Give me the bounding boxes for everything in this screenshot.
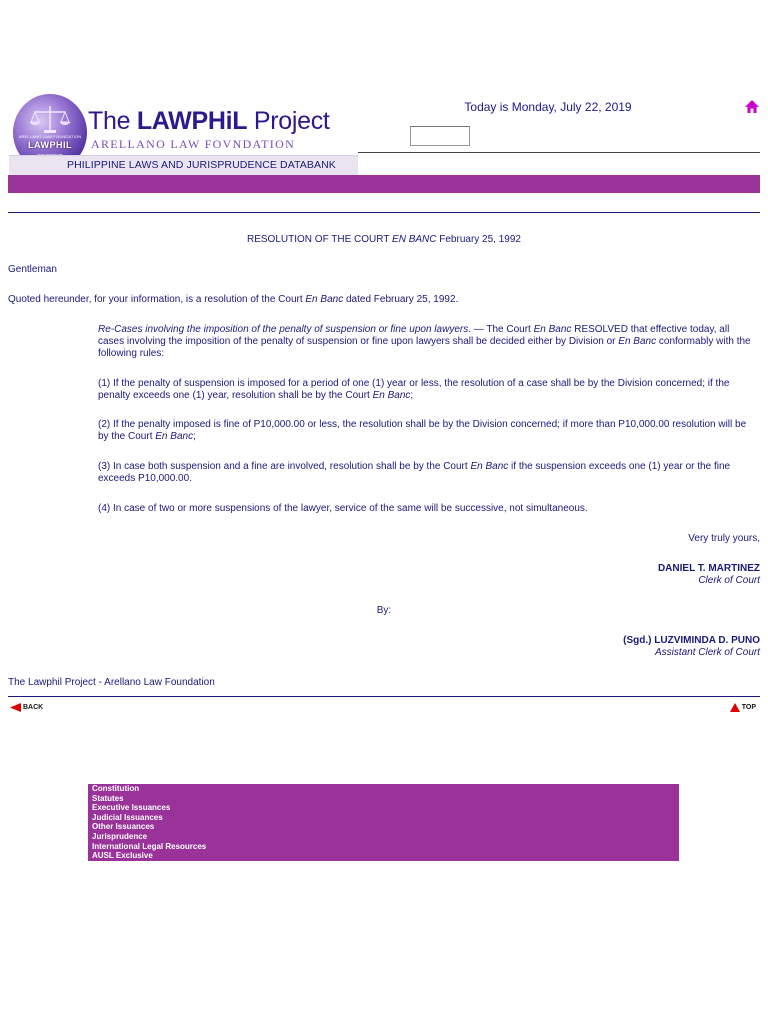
assistant-name: (Sgd.) LUZVIMINDA D. PUNO <box>623 635 760 646</box>
search-input[interactable] <box>410 126 470 146</box>
menu-item-constitution[interactable]: Constitution <box>92 784 140 793</box>
site-title: The LAWPHiL Project <box>88 107 330 135</box>
rule-4: (4) In case of two or more suspensions of the lawyer, service of the same will be successive, not simultaneous. <box>98 503 588 514</box>
home-icon[interactable] <box>744 99 760 115</box>
greeting: Gentleman <box>8 264 57 275</box>
emblem-arc-text: ARELLANO LAW FOUNDATION <box>18 134 82 139</box>
footer-credit: The Lawphil Project - Arellano Law Foundation <box>8 677 215 688</box>
top-label: TOP <box>741 704 756 711</box>
top-arrow-icon <box>730 703 740 712</box>
nav-band <box>8 175 760 193</box>
menu-item-other-issuances[interactable]: Other Issuances <box>92 822 155 831</box>
by-label: By: <box>376 605 392 616</box>
lawphil-logo[interactable] <box>9 94 358 174</box>
back-link[interactable] <box>10 703 43 712</box>
rule-3: (3) In case both suspension and a fine are involved, resolution shall be by the Court En Banc if the suspension exceeds one (1) year or the fine exceeds P10,000.00. <box>98 461 731 484</box>
assistant-title: Assistant Clerk of Court <box>654 647 760 658</box>
top-link[interactable] <box>730 703 756 712</box>
menu-item-ausl-exclusive[interactable]: AUSL Exclusive <box>92 851 153 860</box>
menu-item-executive-issuances[interactable]: Executive Issuances <box>92 803 171 812</box>
foundation-name: ARELLANO LAW FOVNDATION <box>91 137 296 151</box>
closing: Very truly yours, <box>688 533 760 544</box>
back-label: BACK <box>23 704 44 711</box>
resolution-paragraph: Re-Cases involving the imposition of the penalty of suspension or fine upon lawyers. — The Court En Banc RESOLVED that effective today, all cases involving the imposition of the penalty of suspension or fine upon lawyers shall be decided either by Division or En Banc conformably with the following rules: <box>98 324 751 359</box>
bottom-menu <box>88 784 679 861</box>
back-arrow-icon <box>10 703 21 712</box>
scales-of-justice-icon <box>27 104 73 136</box>
emblem-text: LAWPHIL <box>28 140 72 150</box>
resolution-title: RESOLUTION OF THE COURT EN BANC February 25, 1992 <box>247 234 521 245</box>
rule-1: (1) If the penalty of suspension is imposed for a period of one (1) year or less, the resolution of a case shall be by the Division concerned; if the penalty exceeds one (1) year, resolution shall be by the Court En Banc; <box>98 378 730 401</box>
header-divider <box>358 152 760 153</box>
current-date: Today is Monday, July 22, 2019 <box>464 100 632 114</box>
intro-paragraph: Quoted hereunder, for your information, is a resolution of the Court En Banc dated February 25, 1992. <box>8 294 459 305</box>
content-divider <box>8 212 760 213</box>
menu-item-statutes[interactable]: Statutes <box>92 794 124 803</box>
databank-bar <box>9 155 358 175</box>
footer-divider <box>8 696 760 697</box>
signer-name: DANIEL T. MARTINEZ <box>657 563 760 574</box>
rule-2: (2) If the penalty imposed is fine of P10,000.00 or less, the resolution shall be by the Division concerned; if more than P10,000.00 resolution will be by the Court En Banc; <box>98 419 747 442</box>
menu-item-jurisprudence[interactable]: Jurisprudence <box>92 832 148 841</box>
menu-item-international-legal-resources[interactable]: International Legal Resources <box>92 842 207 851</box>
databank-label: PHILIPPINE LAWS AND JURISPRUDENCE DATABANK <box>67 159 336 171</box>
signer-title: Clerk of Court <box>698 575 760 586</box>
menu-item-judicial-issuances[interactable]: Judicial Issuances <box>92 813 163 822</box>
